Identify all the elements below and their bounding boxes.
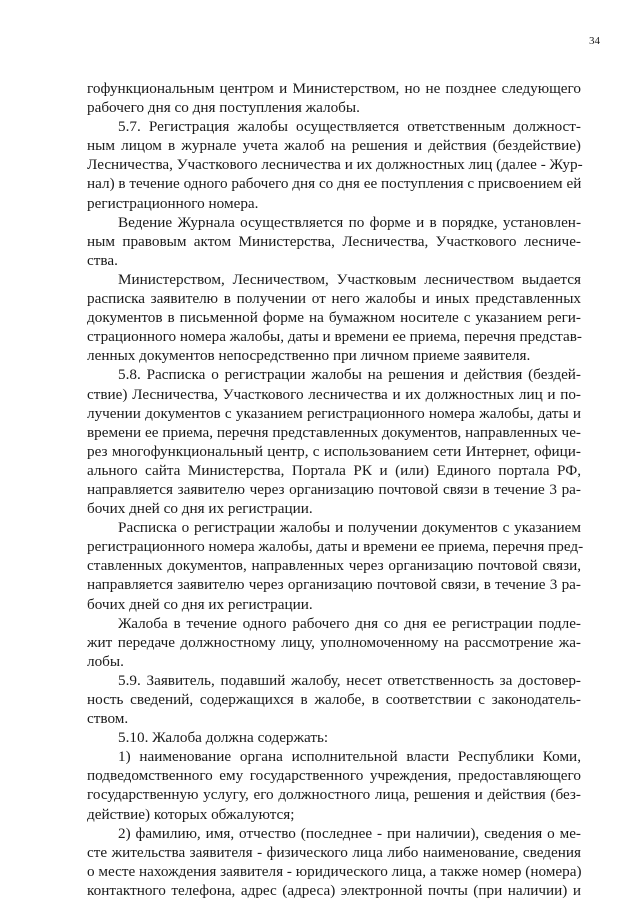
- text-line: сте жительства заявителя - физического лица либо наименование, сведения: [87, 843, 581, 861]
- text-line: ленных документов непосредственно при личном приеме заявителя.: [87, 347, 531, 365]
- text-line: регистрационного номера жалобы, даты и времени ее приема, перечня пред-: [87, 538, 584, 556]
- text-line: 1) наименование органа исполнительной власти Республики Коми,: [118, 748, 581, 766]
- text-line: нал) в течение одного рабочего дня со дня ее поступления с присвоением ей: [87, 175, 582, 193]
- text-line: лобы.: [87, 652, 124, 670]
- page-number: 34: [589, 35, 600, 47]
- text-line: ным правовым актом Министерства, Лесничества, Участкового лесниче-: [87, 232, 581, 250]
- text-line: контактного телефона, адрес (адреса) электронной почты (при наличии) и: [87, 881, 581, 899]
- text-line: ства.: [87, 251, 118, 269]
- text-line: 2) фамилию, имя, отчество (последнее - при наличии), сведения о ме-: [118, 824, 581, 842]
- text-line: гофункциональным центром и Министерством, но не позднее следующего: [87, 80, 581, 97]
- text-line: ность сведений, содержащихся в жалобе, в соответствии с законодатель-: [87, 691, 581, 708]
- text-line: времени ее приема, перечня представленных документов, направленных че-: [87, 423, 581, 441]
- text-line: рабочего дня со дня поступления жалобы.: [87, 99, 360, 117]
- text-line: Лесничества, Участкового лесничества и их должностных лиц (далее - Жур-: [87, 156, 583, 174]
- text-line: действие) которых обжалуются;: [87, 805, 295, 823]
- text-line: 5.9. Заявитель, подавший жалобу, несет ответственность за достовер-: [118, 671, 581, 689]
- text-line: ным лицом в журнале учета жалоб на решения и действия (бездействие): [87, 137, 581, 155]
- text-line: ством.: [87, 710, 129, 728]
- text-line: лучении документов с указанием регистрационного номера жалобы, даты и: [87, 404, 581, 422]
- text-line: ального сайта Министерства, Портала РК и (или) Единого портала РФ,: [87, 461, 581, 479]
- text-line: направляется заявителю через организацию почтовой связи, в течение 3 ра-: [87, 576, 581, 594]
- text-line: бочих дней со дня их регистрации.: [87, 595, 313, 613]
- text-line: 5.7. Регистрация жалобы осуществляется ответственным должност-: [118, 118, 581, 136]
- text-line: страционного номера жалобы, даты и времени ее приема, перечня представ-: [87, 328, 582, 346]
- text-line: Министерством, Лесничеством, Участковым лесничеством выдается: [118, 270, 581, 288]
- text-line: Жалоба в течение одного рабочего дня со дня ее регистрации подле-: [118, 614, 581, 632]
- text-line: бочих дней со дня их регистрации.: [87, 500, 313, 518]
- text-line: жит передаче должностному лицу, уполномоченному на рассмотрение жа-: [87, 633, 581, 651]
- text-line: подведомственного ему государственного учреждения, предоставляющего: [87, 767, 581, 785]
- text-line: расписка заявителю в получении от него жалобы и иных представленных: [87, 290, 581, 308]
- text-line: Ведение Журнала осуществляется по форме и в порядке, установлен-: [118, 213, 581, 231]
- text-line: 5.8. Расписка о регистрации жалобы на решения и действия (бездей-: [118, 366, 581, 384]
- text-line: направляется заявителю через организацию почтовой связи в течение 3 ра-: [87, 480, 581, 498]
- text-line: документов в письменной форме на бумажном носителе с указанием реги-: [87, 309, 581, 327]
- document-body: [87, 79, 584, 900]
- text-line: рез многофункциональный центр, с использованием сети Интернет, офици-: [87, 442, 581, 460]
- text-line: регистрационного номера.: [87, 194, 259, 212]
- text-line: Расписка о регистрации жалобы и получении документов с указанием: [118, 519, 581, 537]
- text-line: о месте нахождения заявителя - юридического лица, а также номер (номера): [87, 862, 582, 880]
- text-line: 5.10. Жалоба должна содержать:: [118, 729, 329, 747]
- text-line: государственную услугу, его должностного лица, решения и действия (без-: [87, 786, 581, 804]
- text-line: ствие) Лесничества, Участкового лесничества и их должностных лиц и по-: [87, 385, 581, 403]
- text-line: ставленных документов, направленных через организацию почтовой связи,: [87, 557, 581, 575]
